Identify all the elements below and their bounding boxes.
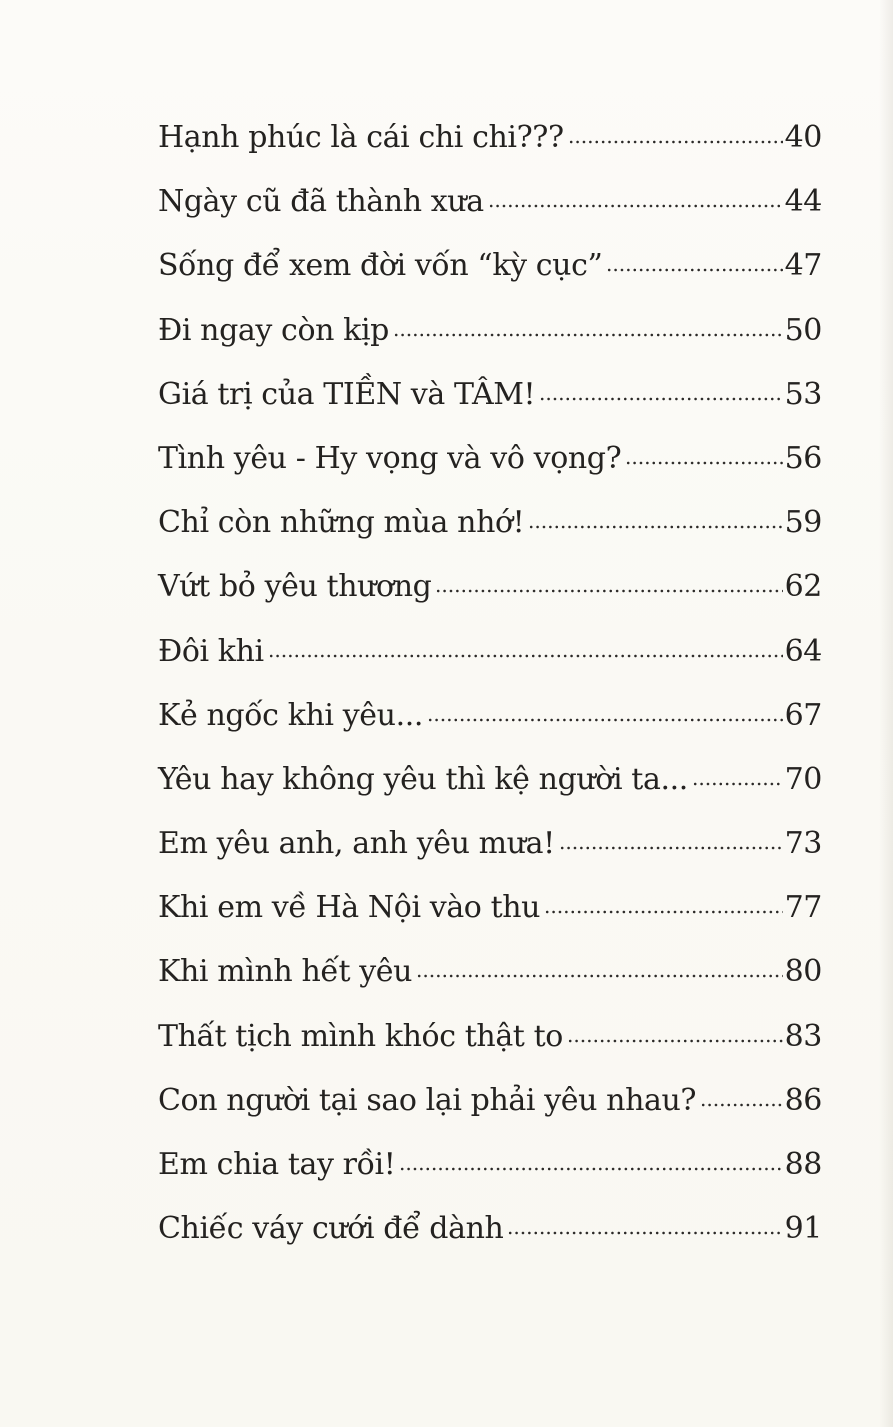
toc-entry-title: Đi ngay còn kịp	[158, 312, 389, 348]
toc-dot-leader	[559, 846, 783, 850]
toc-entry-page: 56	[784, 440, 822, 476]
table-of-contents	[158, 106, 822, 1261]
toc-entry-title: Con người tại sao lại phải yêu nhau?	[158, 1082, 697, 1118]
toc-entry	[158, 620, 822, 684]
toc-entry	[158, 363, 822, 427]
toc-dot-leader	[692, 782, 783, 786]
toc-entry-page: 83	[784, 1018, 822, 1054]
toc-entry-page: 67	[784, 697, 822, 733]
toc-entry-title: Sống để xem đời vốn “kỳ cục”	[158, 248, 603, 284]
toc-entry	[158, 555, 822, 619]
toc-entry-page: 53	[784, 376, 822, 412]
toc-dot-leader	[399, 1167, 782, 1171]
toc-entry-title: Em chia tay rồi!	[158, 1147, 396, 1182]
toc-dot-leader	[568, 140, 783, 144]
toc-entry-title: Kẻ ngốc khi yêu...	[158, 697, 423, 733]
toc-entry-title: Khi em về Hà Nội vào thu	[158, 890, 541, 926]
toc-entry	[158, 748, 822, 812]
toc-entry-title: Giá trị của TIỀN và TÂM!	[158, 376, 536, 412]
toc-entry	[158, 1069, 822, 1133]
toc-entry-page: 88	[784, 1147, 822, 1182]
toc-entry-title: Đôi khi	[158, 633, 264, 669]
toc-entry	[158, 1133, 822, 1197]
toc-entry-page: 47	[784, 248, 822, 284]
toc-entry	[158, 1197, 822, 1261]
toc-entry-page: 64	[784, 633, 822, 669]
toc-entry-title: Hạnh phúc là cái chi chi???	[158, 120, 564, 155]
toc-entry-title: Ngày cũ đã thành xưa	[158, 184, 484, 220]
toc-entry-page: 40	[784, 120, 822, 155]
toc-entry-title: Vứt bỏ yêu thương	[158, 569, 432, 605]
toc-dot-leader	[416, 974, 783, 978]
toc-dot-leader	[507, 1231, 782, 1235]
toc-entry	[158, 299, 822, 363]
toc-entry-page: 73	[784, 826, 822, 862]
toc-entry-title: Yêu hay không yêu thì kệ người ta...	[158, 761, 688, 797]
toc-entry	[158, 234, 822, 298]
toc-entry-page: 77	[784, 890, 822, 926]
toc-dot-leader	[427, 718, 783, 722]
toc-entry-page: 91	[784, 1211, 822, 1247]
toc-dot-leader	[268, 654, 783, 658]
toc-entry-title: Em yêu anh, anh yêu mưa!	[158, 826, 555, 862]
toc-entry	[158, 170, 822, 234]
toc-entry	[158, 1005, 822, 1069]
toc-entry	[158, 491, 822, 555]
toc-entry	[158, 106, 822, 170]
toc-entry	[158, 427, 822, 491]
toc-entry-page: 50	[784, 312, 822, 348]
toc-entry-title: Tình yêu - Hy vọng và vô vọng?	[158, 440, 622, 476]
toc-entry-page: 86	[784, 1082, 822, 1118]
toc-entry	[158, 812, 822, 876]
toc-dot-leader	[528, 525, 782, 529]
toc-entry-title: Khi mình hết yêu	[158, 954, 413, 990]
toc-entry-page: 70	[784, 761, 822, 797]
toc-dot-leader	[544, 910, 783, 914]
toc-dot-leader	[393, 333, 783, 337]
toc-dot-leader	[625, 461, 782, 465]
page-edge-shadow	[879, 0, 893, 1427]
toc-entry-title: Chiếc váy cưới để dành	[158, 1211, 504, 1247]
toc-entry-title: Thất tịch mình khóc thật to	[158, 1018, 563, 1054]
toc-dot-leader	[539, 397, 782, 401]
toc-entry	[158, 684, 822, 748]
toc-dot-leader	[435, 589, 782, 593]
toc-dot-leader	[606, 268, 782, 272]
toc-dot-leader	[567, 1039, 783, 1043]
toc-dot-leader	[700, 1103, 783, 1107]
toc-entry-page: 62	[784, 569, 822, 605]
toc-entry-title: Chỉ còn những mùa nhớ!	[158, 505, 525, 541]
toc-entry-page: 59	[784, 505, 822, 541]
toc-entry	[158, 940, 822, 1004]
toc-dot-leader	[488, 204, 783, 208]
toc-entry-page: 44	[784, 184, 822, 220]
toc-entry-page: 80	[784, 954, 822, 990]
toc-entry	[158, 876, 822, 940]
